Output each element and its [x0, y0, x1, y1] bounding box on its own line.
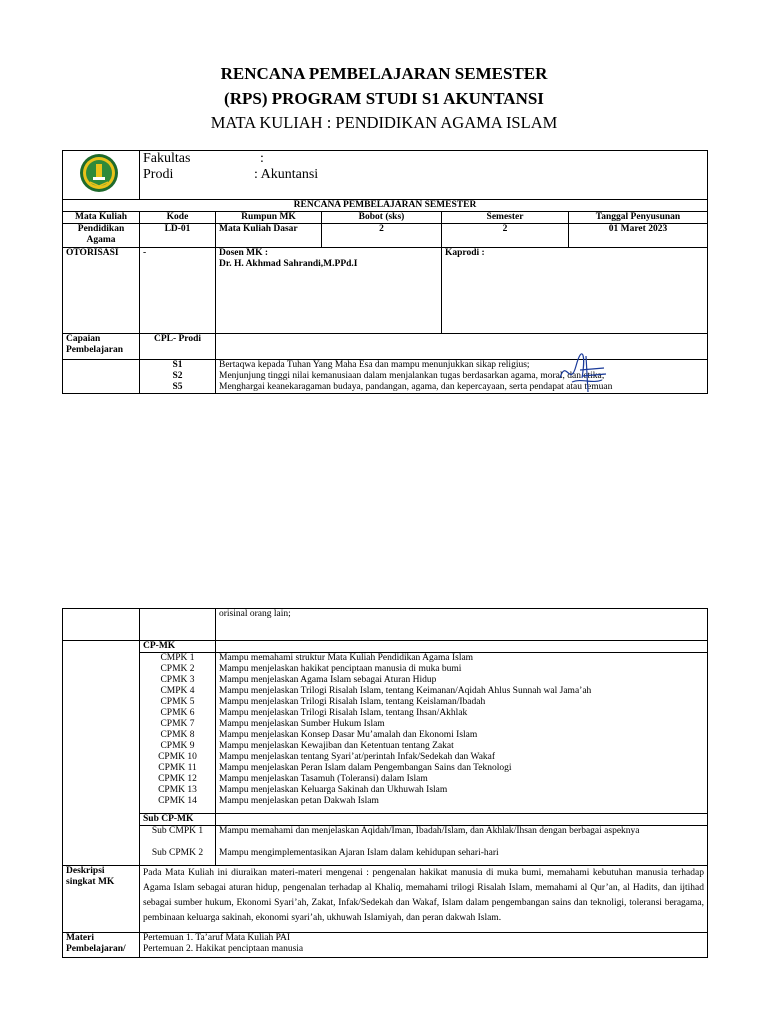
university-logo-icon: [66, 153, 132, 193]
cpmk-code: CPMK 3: [160, 675, 195, 685]
cpmk-code: CPMK 10: [158, 752, 197, 762]
cpmk-text: Mampu memahami struktur Mata Kuliah Pendidikan Agama Islam: [219, 653, 474, 663]
kaprodi-label: Kaprodi :: [442, 248, 708, 334]
cpl-texts: [216, 360, 708, 394]
col-header-tanggal: Tanggal Penyusunan: [569, 212, 708, 224]
fakultas-label: Fakultas: [143, 151, 191, 166]
materi-label: Materi Pembelajaran/: [63, 933, 140, 958]
prodi-label: Prodi: [143, 167, 174, 182]
subcpmk-label: Sub CP-MK: [140, 814, 216, 826]
cont-blank-2: [140, 609, 216, 641]
cpl-code: S1: [172, 360, 183, 370]
cpl-text: Bertaqwa kepada Tuhan Yang Maha Esa dan mampu menunjukkan sikap religius;: [219, 360, 530, 370]
materi-item: Pertemuan 1. Ta’aruf Mata Kuliah PAI: [143, 933, 291, 943]
cpl-code: S5: [172, 382, 183, 392]
continuation-text: orisinal orang lain;: [216, 609, 708, 641]
fakultas-value: :: [260, 151, 264, 166]
cpmk-code: CPMK 13: [158, 785, 197, 795]
cpl-blank: [63, 360, 140, 394]
cpmk-code: CPMK 7: [160, 719, 195, 729]
cpl-text: Menghargai keanekaragaman budaya, pandangan, agama, dan kepercayaan, serta pendapat atau temuan: [219, 382, 613, 392]
course-tanggal: 01 Maret 2023: [569, 224, 708, 248]
rps-continuation-table: [62, 608, 708, 958]
cpmk-text: Mampu menjelaskan Trilogi Risalah Islam, tentang Keimanan/Aqidah Ahlus Sunnah wal Jama’ah: [219, 686, 592, 696]
cpmk-texts: [216, 653, 708, 814]
otorisasi-label: OTORISASI: [63, 248, 140, 334]
cpmk-codes: [140, 653, 216, 814]
cpmk-text: Mampu menjelaskan Agama Islam sebagai Aturan Hidup: [219, 675, 437, 685]
col-header-mata-kuliah: Mata Kuliah: [63, 212, 140, 224]
cpmk-blank: [63, 641, 140, 866]
course-bobot: 2: [322, 224, 442, 248]
cpmk-label-empty: [216, 641, 708, 653]
cpmk-code: CMPK 1: [160, 653, 195, 663]
document-title: RENCANA PEMBELAJARAN SEMESTER: [220, 64, 548, 83]
cpmk-code: CPMK 2: [160, 664, 195, 674]
cpl-codes: [140, 360, 216, 394]
cpmk-code: CPMK 5: [160, 697, 195, 707]
col-header-semester: Semester: [442, 212, 569, 224]
rps-header-table: [62, 150, 708, 394]
rps-heading: RENCANA PEMBELAJARAN SEMESTER: [63, 200, 708, 212]
cpl-text: Menjunjung tinggi nilai kemanusiaan dalam menjalankan tugas berdasarkan agama, moral, dan etika;: [219, 371, 605, 381]
cpmk-code: CMPK 4: [160, 686, 195, 696]
cpmk-text: Mampu menjelaskan tentang Syari’at/perintah Infak/Sedekah dan Wakaf: [219, 752, 496, 762]
subcpmk-code: Sub CMPK 1: [151, 826, 204, 836]
subcpmk-code: Sub CPMK 2: [151, 848, 204, 858]
otorisasi-dot: -: [140, 248, 216, 334]
col-header-rumpun: Rumpun MK: [216, 212, 322, 224]
cpmk-text: Mampu menjelaskan Keluarga Sakinah dan Ukhuwah Islam: [219, 785, 448, 795]
cpmk-text: Mampu menjelaskan Trilogi Risalah Islam, tentang Ihsan/Akhlak: [219, 708, 468, 718]
subcpmk-text: Mampu mengimplementasikan Ajaran Islam dalam kehidupan sehari-hari: [219, 848, 499, 858]
cpmk-text: Mampu menjelaskan hakikat penciptaan manusia di muka bumi: [219, 664, 462, 674]
cpmk-label: CP-MK: [140, 641, 216, 653]
cpmk-text: Mampu menjelaskan petan Dakwah Islam: [219, 796, 379, 806]
subcpmk-text: Mampu memahami dan menjelaskan Aqidah/Iman, Ibadah/Islam, dan Akhlak/Ihsan dengan berbagai aspeknya: [219, 826, 640, 836]
document-subtitle: (RPS) PROGRAM STUDI S1 AKUNTANSI: [224, 89, 544, 108]
subcpmk-label-empty: [216, 814, 708, 826]
cpl-empty: [216, 334, 708, 360]
materi-list: [140, 933, 708, 958]
logo-cell: [63, 151, 140, 200]
dosen-name: Dr. H. Akhmad Sahrandi,M.PPd.I: [219, 259, 358, 269]
col-header-kode: Kode: [140, 212, 216, 224]
dosen-cell: [216, 248, 442, 334]
cpmk-text: Mampu menjelaskan Kewajiban dan Ketentuan tentang Zakat: [219, 741, 454, 751]
course-title: MATA KULIAH : PENDIDIKAN AGAMA ISLAM: [210, 113, 558, 132]
cpmk-text: Mampu menjelaskan Trilogi Risalah Islam, tentang Keislaman/Ibadah: [219, 697, 486, 707]
faculty-cell: [140, 151, 708, 200]
deskripsi-label: Deskripsi singkat MK: [63, 866, 140, 933]
col-header-bobot: Bobot (sks): [322, 212, 442, 224]
course-rumpun: Mata Kuliah Dasar: [216, 224, 322, 248]
cpmk-code: CPMK 6: [160, 708, 195, 718]
cpmk-code: CPMK 12: [158, 774, 197, 784]
prodi-value: : Akuntansi: [254, 167, 319, 182]
subcpmk-texts: [216, 826, 708, 866]
course-semester: 2: [442, 224, 569, 248]
course-kode: LD-01: [140, 224, 216, 248]
cont-blank-1: [63, 609, 140, 641]
cpmk-code: CPMK 9: [160, 741, 195, 751]
cpmk-text: Mampu menjelaskan Konsep Dasar Mu’amalah dan Ekonomi Islam: [219, 730, 478, 740]
capaian-label: Capaian Pembelajaran: [63, 334, 140, 360]
cpmk-code: CPMK 11: [158, 763, 197, 773]
cpl-prodi-label: CPL- Prodi: [140, 334, 216, 360]
dosen-label: Dosen MK :: [219, 248, 269, 258]
subcpmk-codes: [140, 826, 216, 866]
course-name: Pendidikan Agama: [63, 224, 140, 248]
deskripsi-text: Pada Mata Kuliah ini diuraikan materi-materi mengenai : pengenalan hakikat manusia di muka bumi, memahami kebutuhan manusia terhadap Agama Islam sebagai aturan hidup, pengenalan terhadap al Khaliq, memahami trilogi Risalah Islam, memahami al Qur’an, al Hadits, dan ijtihad sebagai sumber hukum, Ekonomi Syari’ah, Zakat, Infak/Sedekah dan Wakaf, Islam dalam pengembangan sains dan teknoligi, toleransi beragama, pembinaan keluarga sakinah, ekonomi syari’ah, ukhuwah Islamiyah, dan peran dakwah Islam.: [140, 866, 708, 933]
cpmk-code: CPMK 8: [160, 730, 195, 740]
materi-item: Pertemuan 2. Hakikat penciptaan manusia: [143, 944, 304, 954]
cpmk-text: Mampu menjelaskan Tasamuh (Toleransi) dalam Islam: [219, 774, 428, 784]
cpmk-code: CPMK 14: [158, 796, 197, 806]
cpmk-text: Mampu menjelaskan Peran Islam dalam Pengembangan Sains dan Teknologi: [219, 763, 512, 773]
cpl-code: S2: [172, 371, 183, 381]
cpmk-text: Mampu menjelaskan Sumber Hukum Islam: [219, 719, 385, 729]
